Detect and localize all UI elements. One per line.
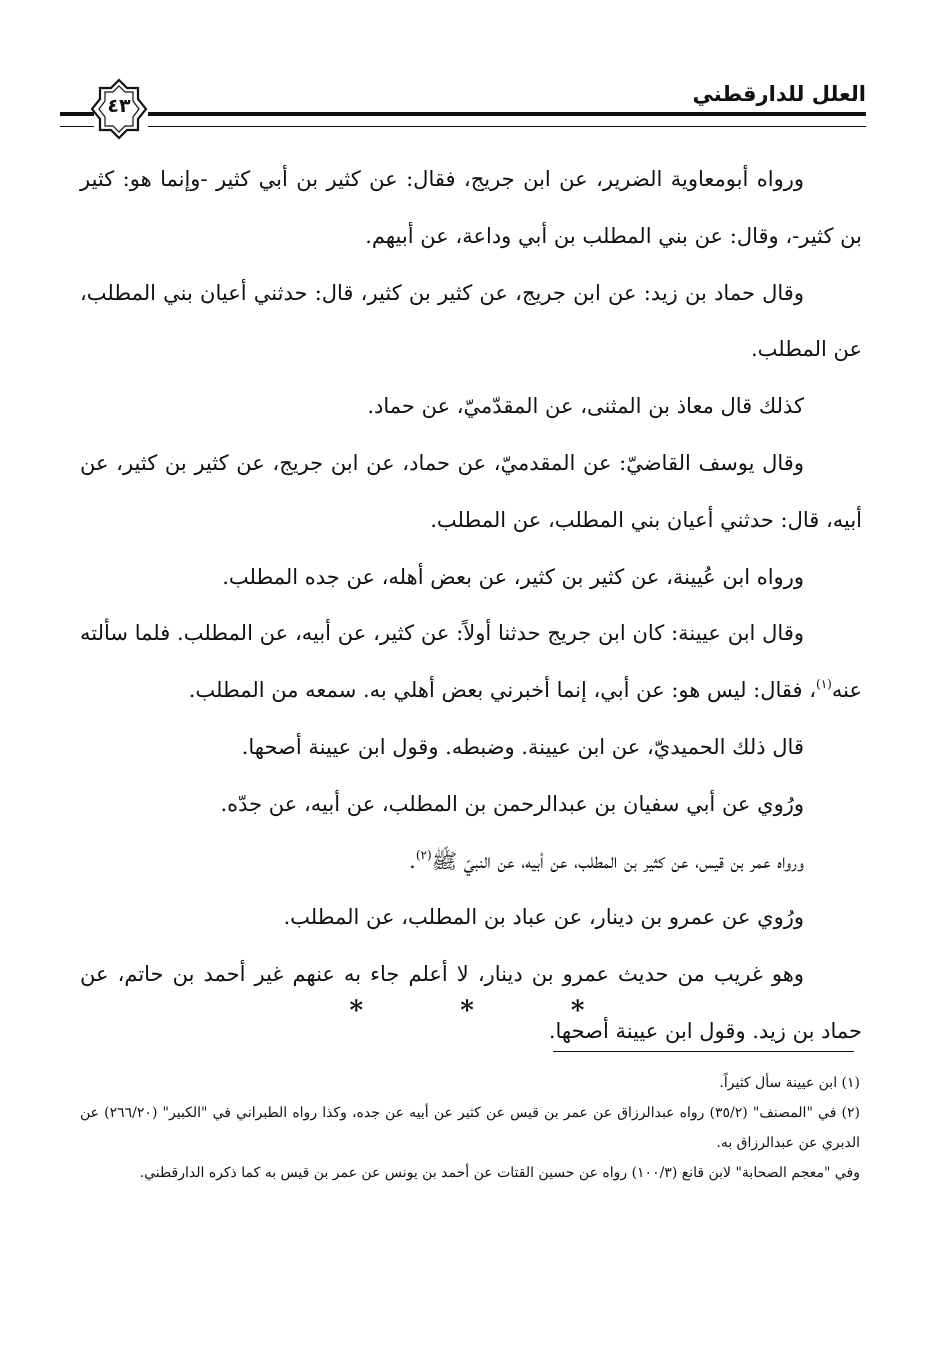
paragraph: ورُوي عن أبي سفيان بن عبدالرحمن بن المطلب، عن أبيه، عن جدّه. [220,791,804,816]
page-number: ٤٣ [107,95,131,117]
paragraph: كذلك قال معاذ بن المثنى، عن المقدّميّ، عن حماد. [367,394,804,419]
paragraph-text: وقال ابن عيينة: كان ابن جريج حدثنا أولاً: عن كثير، عن أبيه، عن المطلب. فلما سألته عنه [80,621,862,703]
page-number-badge [88,78,150,140]
paragraph-text: ورواه عمر بن قيس، عن كثير بن المطلب، عن أبيه، عن النبيّ ﷺ [431,848,804,873]
paragraph: ورواه ابن عُيينة، عن كثير بن كثير، عن بعض أهله، عن جده المطلب. [222,564,804,589]
paragraph: ورواه أبومعاوية الضرير، عن ابن جريج، فقال: عن كثير بن أبي كثير -وإنما هو: كثير بن كثير-، وقال: عن بني المطلب بن أبي وداعة، عن أبيهم. [80,167,862,248]
footnote-marker[interactable]: (٢) [415,847,432,862]
paragraph: وهو غريب من حديث عمرو بن دينار، لا أعلم جاء به عنهم غير أحمد بن حاتم، عن حماد بن زيد. وقول ابن عيينة أصحها. [80,962,862,1043]
paragraph: قال ذلك الحميديّ، عن ابن عيينة. وضبطه. وقول ابن عيينة أصحها. [241,734,804,759]
footnote: وفي "معجم الصحابة" لابن قانع (١٠٠/٣) رواه عن حسين القتات عن أحمد بن يونس عن عمر بن قيس به كما ذكره الدارقطني. [139,1165,860,1181]
section-separator: * * * [349,996,629,1026]
paragraph-text: . [409,848,416,873]
footnote: (٢) في "المصنف" (٣٥/٢) رواه عبدالرزاق عن عمر بن قيس عن كثير عن أبيه عن جده، وكذا رواه الطبراني في "الكبير" (٢٦٦/٢٠) عن الدبري عن عبدالرزاق به. [80,1105,860,1151]
header-rule [148,112,866,127]
paragraph: ورُوي عن عمرو بن دينار، عن عباد بن المطلب، عن المطلب. [283,905,804,930]
paragraph: وقال حماد بن زيد: عن ابن جريج، عن كثير بن كثير، قال: حدثني أعيان بني المطلب، عن المطلب. [80,280,862,362]
main-text [80,151,862,1060]
paragraph: وقال يوسف القاضيّ: عن المقدميّ، عن حماد، عن ابن جريج، عن كثير بن كثير، عن أبيه، قال: حدثني أعيان بني المطلب، عن المطلب. [80,450,862,532]
paragraph [80,605,862,719]
footnote: (١) ابن عيينة سأل كثيراً. [719,1075,860,1091]
paragraph [80,833,862,890]
footnote-marker[interactable]: (١) [816,677,832,692]
footnotes [80,1068,860,1188]
footnote-rule [553,1051,854,1052]
running-header-title: العلل للدارقطني [692,82,866,106]
paragraph-text: ، فقال: ليس هو: عن أبي، إنما أخبرني بعض أهلي به. سمعه من المطلب. [188,678,817,703]
